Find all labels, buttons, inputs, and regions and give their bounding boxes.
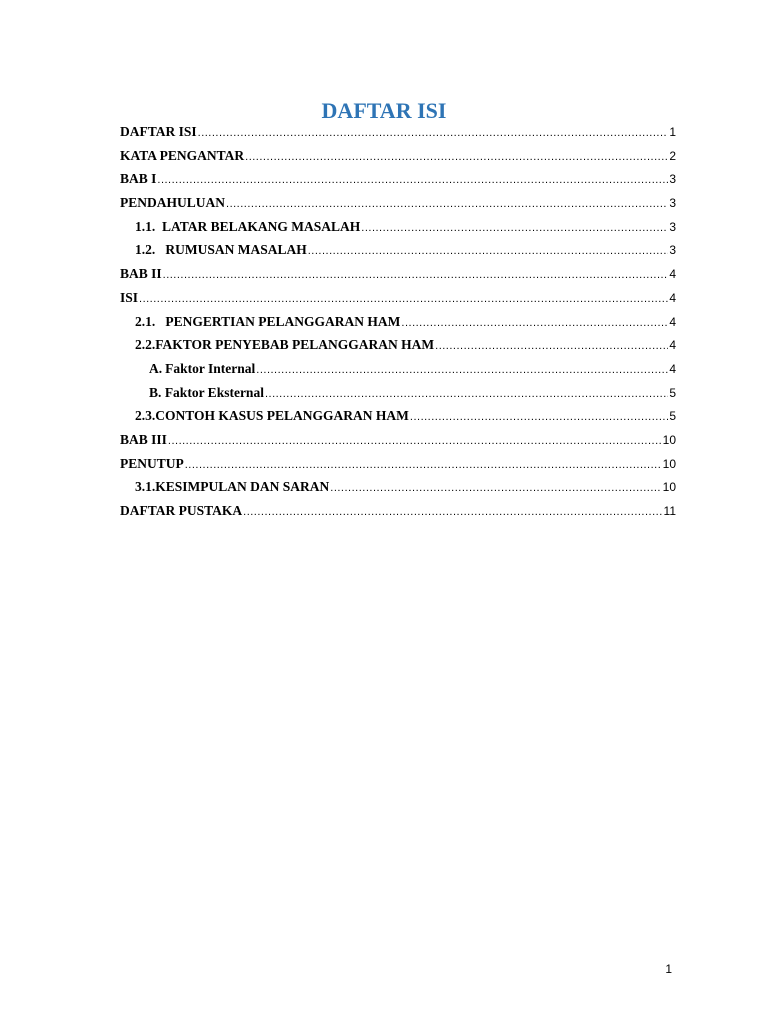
toc-leader-dots <box>361 222 668 234</box>
toc-entry-text: PENDAHULUAN <box>120 195 226 211</box>
toc-leader-dots <box>198 127 669 139</box>
toc-entry-text: BAB III <box>120 431 167 447</box>
toc-entry[interactable] <box>120 479 676 503</box>
toc-entry-text: Faktor Internal <box>165 360 256 376</box>
toc-entry-text: ISI <box>120 289 139 305</box>
toc-entry-text: DAFTAR PUSTAKA <box>120 503 243 518</box>
toc-leader-dots <box>226 198 668 210</box>
toc-entry[interactable] <box>120 337 676 361</box>
toc-entry-page: 3 <box>669 172 676 187</box>
toc-entry-text: BAB II <box>120 266 162 282</box>
toc-entry[interactable] <box>120 219 676 243</box>
toc-leader-dots <box>410 411 668 423</box>
toc-entry[interactable] <box>120 242 676 266</box>
toc-leader-dots <box>168 435 662 447</box>
toc-entry-page: 3 <box>669 196 676 211</box>
toc-leader-dots <box>330 482 661 494</box>
toc-entry-number: 2.2. <box>135 337 156 353</box>
toc-entry-page: 2 <box>669 148 676 163</box>
toc-entry-page: 11 <box>663 504 676 518</box>
toc-entry-text: KESIMPULAN DAN SARAN <box>155 479 330 495</box>
toc-entry[interactable] <box>120 195 676 219</box>
toc-entry-page: 3 <box>669 219 676 234</box>
toc-entry-page: 5 <box>669 385 676 400</box>
toc-entry-text: PENUTUP <box>120 455 184 471</box>
toc-entry-page: 4 <box>669 290 676 305</box>
toc-entry[interactable] <box>120 503 676 527</box>
table-of-contents <box>120 124 676 527</box>
toc-entry-page: 4 <box>669 267 676 282</box>
toc-entry-text: CONTOH KASUS PELANGGARAN HAM <box>155 408 409 424</box>
toc-entry[interactable] <box>120 385 676 409</box>
toc-leader-dots <box>163 269 669 281</box>
toc-entry-page: 4 <box>669 361 676 376</box>
toc-entry[interactable] <box>120 171 676 195</box>
toc-entry-text: KATA PENGANTAR <box>120 147 245 163</box>
document-title: DAFTAR ISI <box>321 98 447 123</box>
toc-leader-dots <box>401 317 668 329</box>
toc-entry-number: 1.1. <box>135 218 156 234</box>
toc-leader-dots <box>435 340 668 352</box>
toc-entry[interactable] <box>120 456 676 480</box>
toc-entry-page: 10 <box>662 480 676 495</box>
toc-entry-page: 10 <box>662 432 676 447</box>
toc-entry-number: A. <box>149 360 163 376</box>
toc-leader-dots <box>245 151 668 163</box>
toc-entry[interactable] <box>120 361 676 385</box>
toc-entry-text: LATAR BELAKANG MASALAH <box>162 218 361 234</box>
toc-entry-number: 2.1. <box>135 313 156 329</box>
toc-entry-number: 2.3. <box>135 408 156 424</box>
toc-entry-text: BAB I <box>120 171 157 187</box>
toc-entry[interactable] <box>120 314 676 338</box>
toc-entry-page: 4 <box>669 338 676 353</box>
toc-entry-number: 1.2. <box>135 242 156 258</box>
toc-entry[interactable] <box>120 408 676 432</box>
toc-leader-dots <box>157 174 668 186</box>
toc-entry-page: 10 <box>662 456 676 471</box>
page-number: 1 <box>665 962 672 976</box>
toc-entry-page: 4 <box>669 314 676 329</box>
toc-entry-page: 1 <box>669 125 676 139</box>
toc-entry-number: B. <box>149 384 162 400</box>
toc-entry-text: DAFTAR ISI <box>120 124 197 139</box>
toc-entry-page: 5 <box>669 409 676 424</box>
toc-entry-number: 3.1. <box>135 479 156 495</box>
toc-entry[interactable] <box>120 432 676 456</box>
toc-entry-text: PENGERTIAN PELANGGARAN HAM <box>165 313 401 329</box>
toc-leader-dots <box>185 459 662 471</box>
toc-entry[interactable] <box>120 124 676 148</box>
toc-leader-dots <box>265 388 668 400</box>
toc-leader-dots <box>139 293 668 305</box>
toc-leader-dots <box>308 245 669 257</box>
toc-entry-page: 3 <box>669 243 676 258</box>
toc-entry-text: FAKTOR PENYEBAB PELANGGARAN HAM <box>155 337 435 353</box>
toc-leader-dots <box>256 364 668 376</box>
toc-entry[interactable] <box>120 148 676 172</box>
toc-entry[interactable] <box>120 290 676 314</box>
toc-entry[interactable] <box>120 266 676 290</box>
toc-entry-text: Faktor Eksternal <box>164 384 264 400</box>
toc-entry-text: RUMUSAN MASALAH <box>165 242 307 258</box>
toc-leader-dots <box>243 506 662 518</box>
